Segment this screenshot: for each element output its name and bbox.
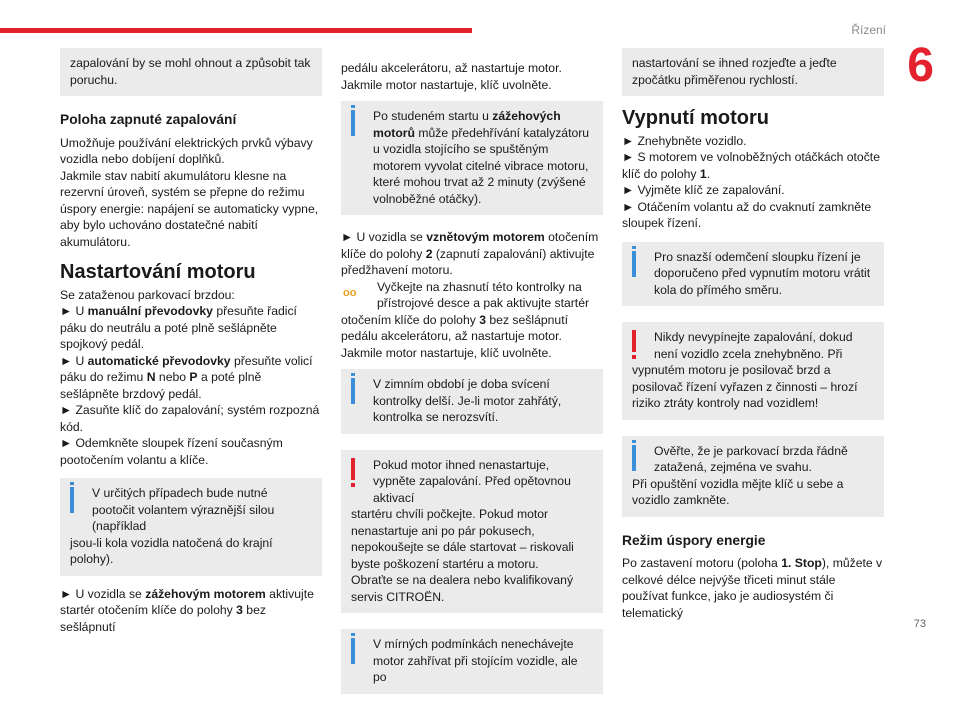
info-text: V určitých případech bude nutné pootočit volantem výraznější silou (například (92, 486, 275, 533)
chapter-color-bar (0, 28, 472, 33)
info-box (622, 242, 884, 307)
bullet-text: bez sešlápnutí (60, 603, 266, 634)
info-text: V mírných podmínkách nenechávejte motor zahřívat při stojícím vozidle, ale po (373, 637, 578, 684)
info-icon (632, 445, 636, 471)
info-text: Pro snazší odemčení sloupku řízení je doporučeno před vypnutím motoru vrátit kola do přímého směru. (654, 249, 871, 297)
bold-text: automatické převodovky (87, 353, 231, 368)
bullet-text: otočením klíče do polohy (341, 230, 599, 261)
bullet-automatic (60, 353, 322, 403)
page-number: 73 (913, 618, 926, 630)
paragraph: Umožňuje používání elektrických prvků výbavy vozidla nebo dobíjení doplňků. (60, 135, 313, 166)
bullet-text: a poté plně sešlápněte brzdový pedál. (60, 370, 262, 401)
note-text: zapalování by se mohl ohnout a způsobit tak poruchu. (70, 56, 311, 87)
warning-box (622, 322, 884, 420)
note-text: nastartování se ihned rozjeďte a jeďte zpočátku přiměřenou rychlostí. (632, 56, 837, 87)
bold-text: 3 (479, 312, 486, 327)
info-text-part: Po studeném startu u (373, 109, 493, 123)
lamp-text: Vyčkejte na zhasnutí této kontrolky na přístrojové desce a pak aktivujte startér (377, 279, 590, 310)
preheat-lamp-icon: oo (343, 286, 357, 299)
paragraph: pedálu akcelerátoru, až nastartuje motor. Jakmile motor nastartuje, klíč uvolněte. (341, 61, 562, 92)
bullet-text: . (706, 166, 711, 181)
bullet-remove-key: ► Vyjměte klíč ze zapalování. (622, 183, 785, 197)
info-icon (351, 378, 355, 404)
paragraph: Jakmile stav nabití akumulátoru klesne na rezervní úroveň, systém se přepne do režimu úspory energie: napájení se automaticky vypne, aby bylo uchováno dostatečné nabití akumulátoru. (60, 168, 319, 249)
warning-icon (351, 458, 355, 480)
bold-text: 3 (236, 603, 243, 617)
column-2 (341, 48, 603, 704)
bold-text: N (146, 370, 156, 384)
info-box (341, 101, 603, 215)
bullet-idle (622, 149, 884, 182)
warning-box (341, 450, 603, 614)
bullet-diesel (341, 229, 603, 279)
bold-text: manuální převodovky (87, 304, 213, 318)
bullet-petrol (60, 586, 322, 636)
warning-text: Nikdy nevypínejte zapalování, dokud není vozidlo zcela znehybněno. Při (654, 330, 853, 361)
column-3 (622, 48, 884, 621)
text-part: ), můžete v celkové délce nejvýše třiceti minut stále používat funkce, jako je audiosystém či telematický (622, 556, 883, 620)
bullet-prefix: ► U vozidla se (341, 230, 427, 244)
info-box (341, 629, 603, 694)
info-text: jsou-li kola vozidla natočená do krajní polohy). (70, 535, 273, 566)
text-part: bez sešlápnutí pedálu akcelerátoru, až nastartuje motor. Jakmile motor nastartuje, klíč uvolněte. (341, 312, 568, 360)
info-icon (632, 251, 636, 277)
info-text: V zimním období je doba svícení kontrolky delší. Je-li motor zahřátý, kontrolka se nerozsvítí. (373, 377, 562, 424)
chapter-title: Řízení (851, 23, 886, 37)
warning-icon (632, 330, 636, 352)
warning-text: Pokud motor ihned nenastartuje, vypněte zapalování. Před opětovnou aktivací (373, 457, 571, 505)
text-part: Po zastavení motoru (poloha (622, 556, 782, 570)
bullet-prefix: ► S motorem ve volnoběžných otáčkách otočte klíč do polohy (622, 150, 880, 181)
bold-text: vznětovým motorem (426, 230, 545, 244)
lamp-text-continued (341, 312, 603, 362)
info-icon (70, 487, 74, 513)
bullet-insert-key: ► Zasuňte klíč do zapalování; systém rozpozná kód. (60, 403, 320, 434)
warning-text: vypnutém motoru je posilovač brzd a posilovač řízení vyřazen z činnosti – hrozí riziko ztráty kontroly nad vozidlem! (632, 363, 858, 410)
text-part: otočením klíče do polohy (341, 312, 480, 327)
bold-text: 1 (699, 166, 707, 181)
bullet-text: aktivujte startér otočením klíče do polohy (60, 586, 314, 617)
bullet-prefix: ► U vozidla se (60, 586, 146, 601)
bullet-text: (zapnutí zapalování) aktivujte předžhavení motoru. (341, 246, 595, 277)
bullet-prefix: ► U (60, 304, 88, 318)
warning-text: startéru chvíli počkejte. Pokud motor nenastartuje ani po pár pokusech, nepokoušejte se dále startovat – riskovali byste poškození startéru a motoru. (351, 507, 574, 571)
bold-text: 1. Stop (781, 556, 822, 570)
note-box (60, 48, 322, 96)
bullet-text: přesuňte řadicí páku do neutrálu a poté plně sešlápněte spojkový pedál. (60, 304, 297, 351)
info-text (351, 108, 593, 207)
info-box (341, 369, 603, 434)
info-icon (351, 638, 355, 664)
bold-text: zážehovým motorem (145, 586, 266, 601)
bullet-unlock-column: ► Odemkněte sloupek řízení současným pootočením volantu a klíče. (60, 436, 283, 467)
preheat-lamp-row (341, 279, 603, 312)
info-icon (351, 110, 355, 136)
bullet-text: nebo (155, 370, 190, 384)
section-title: Poloha zapnuté zapalování (60, 112, 237, 127)
chapter-number: 6 (907, 39, 934, 92)
section-title: Režim úspory energie (622, 532, 766, 548)
bullet-immobilise: ► Znehybněte vozidlo. (622, 133, 747, 148)
column-1 (60, 48, 322, 635)
bold-text: zážehových motorů (373, 109, 561, 140)
paragraph: Se zataženou parkovací brzdou: (60, 287, 235, 302)
bullet-manual (60, 303, 322, 353)
info-box (622, 436, 884, 517)
bullet-text: přesuňte volicí páku do režimu (60, 353, 313, 384)
info-text-part: může předehřívání katalyzátoru u vozidla stojícího se spuštěným motorem vyvolat citelné vibrace motoru, které mohou trvat až 2 minuty (zvýšené volnoběžné otáčky). (373, 125, 590, 206)
bold-text: P (189, 370, 198, 384)
warning-text: Obraťte se na dealera nebo kvalifikovaný servis CITROËN. (351, 573, 574, 604)
info-text: Při opuštění vozidla mějte klíč u sebe a vozidlo zamkněte. (632, 476, 844, 507)
bullet-prefix: ► U (60, 353, 88, 368)
info-box (60, 478, 322, 576)
bullet-lock-column: ► Otáčením volantu až do cvaknutí zamkněte sloupek řízení. (622, 199, 872, 230)
paragraph (622, 555, 884, 621)
heading-start-engine: Nastartování motoru (60, 261, 256, 283)
info-text: Ověřte, že je parkovací brzda řádně zatažená, zejména ve svahu. (654, 443, 848, 474)
heading-stop-engine: Vypnutí motoru (622, 107, 770, 129)
bold-text: 2 (425, 246, 433, 261)
note-box (622, 48, 884, 96)
